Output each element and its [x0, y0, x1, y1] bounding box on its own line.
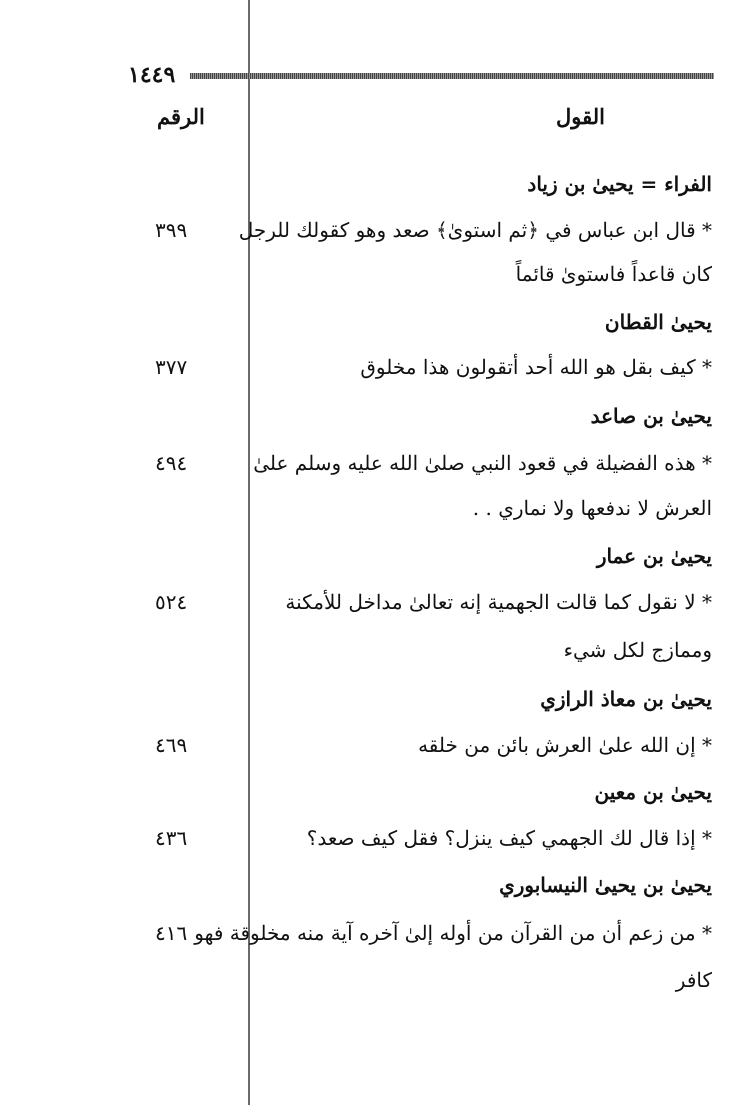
page-header: [128, 62, 714, 86]
entry-number: ٤١٦: [155, 921, 188, 945]
entry-text-line: * لا نقول كما قالت الجهمية إنه تعالىٰ مداخل للأمكنة: [285, 590, 712, 614]
entry-text-line: * من زعم أن من القرآن من أوله إلىٰ آخره آية منه مخلوقة فهو: [194, 921, 712, 945]
entry-title: يحيىٰ القطان: [604, 310, 712, 334]
page-number: ١٤٤٩: [128, 62, 176, 88]
entry-title: يحيىٰ بن صاعد: [590, 404, 712, 428]
entry-title: يحيىٰ بن معاذ الرازي: [540, 687, 712, 711]
entry-text-line: * هذه الفضيلة في قعود النبي صلىٰ الله عليه وسلم علىٰ: [253, 451, 712, 475]
entry-title: الفراء = يحيىٰ بن زياد: [527, 172, 712, 196]
entry-text-line: العرش لا ندفعها ولا نماري . .: [472, 496, 712, 520]
entry-text-line: كافر: [675, 968, 712, 992]
entry-text-line: * إن الله علىٰ العرش بائن من خلقه: [418, 733, 712, 757]
entry-title: يحيىٰ بن عمار: [596, 544, 712, 568]
entry-number: ٤٩٤: [155, 451, 188, 475]
entry-text-line: وممازج لكل شيء: [563, 638, 712, 662]
entry-number: ٤٦٩: [155, 733, 188, 757]
entry-title: يحيىٰ بن معين: [594, 780, 712, 804]
column-header-saying: القول: [556, 104, 605, 129]
entry-number: ٣٧٧: [155, 355, 188, 379]
entry-number: ٣٩٩: [155, 218, 188, 242]
entry-text-line: * إذا قال لك الجهمي كيف ينزل؟ فقل كيف صعد؟: [306, 826, 712, 850]
entry-number: ٤٣٦: [155, 826, 188, 850]
entry-number: ٥٢٤: [155, 590, 188, 614]
entry-text-line: * قال ابن عباس في ﴿ثم استوىٰ﴾ صعد وهو كقولك للرجل: [238, 218, 712, 242]
header-rule: [190, 73, 714, 79]
entry-text-line: كان قاعداً فاستوىٰ قائماً: [515, 262, 712, 286]
column-header-number: الرقم: [157, 104, 205, 129]
entry-text-line: * كيف بقل هو الله أحد أتقولون هذا مخلوق: [360, 355, 712, 379]
entry-title: يحيىٰ بن يحيىٰ النيسابوري: [499, 873, 712, 897]
